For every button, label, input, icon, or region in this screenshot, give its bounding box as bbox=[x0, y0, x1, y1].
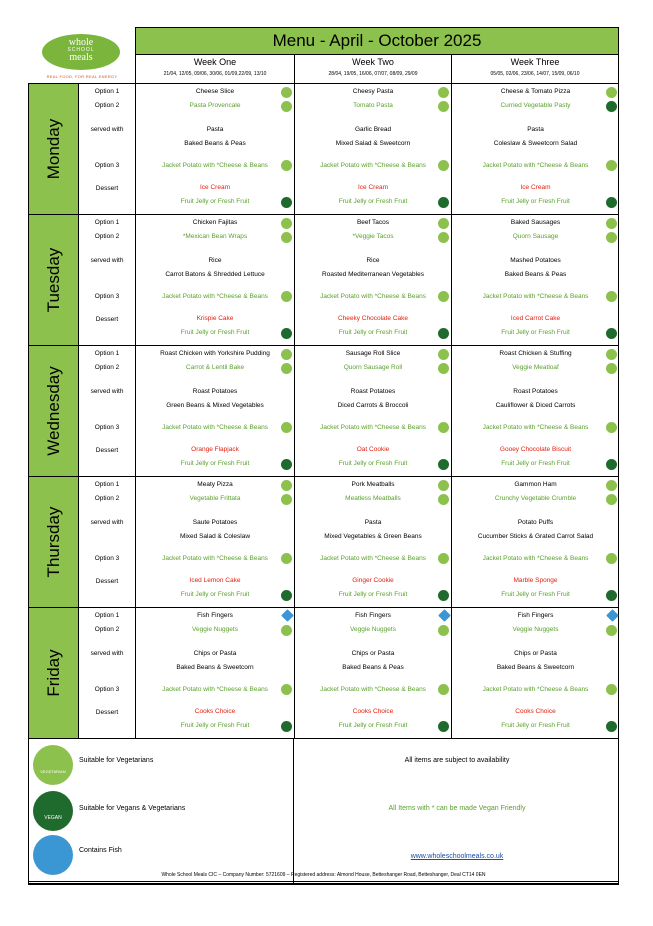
vegetarian-icon bbox=[438, 160, 449, 171]
menu-item: Beef Tacos bbox=[356, 219, 390, 226]
footer: Whole School Meals CIC – Company Number: 5721609 – Registered address: Almond House, Betteshanger Road, Betteshanger, Deal CT14 0EN bbox=[28, 870, 619, 882]
vegetarian-icon bbox=[606, 684, 617, 695]
menu-page bbox=[28, 26, 619, 882]
week-cell bbox=[451, 215, 619, 345]
menu-item: Jacket Potato with *Cheese & Beans bbox=[482, 686, 589, 693]
vegetarian-icon bbox=[606, 422, 617, 433]
menu-item: Chicken Fajitas bbox=[192, 219, 238, 226]
row-label: Option 1 bbox=[94, 612, 120, 619]
menu-item: Green Beans & Mixed Vegetables bbox=[166, 402, 264, 409]
row-label: served with bbox=[90, 126, 124, 133]
row-label: Dessert bbox=[95, 578, 119, 585]
week-cell bbox=[135, 84, 294, 214]
menu-item: Baked Sausages bbox=[510, 219, 561, 226]
diet-icon bbox=[606, 101, 617, 112]
menu-item: Veggie Nuggets bbox=[192, 626, 238, 633]
week-header bbox=[135, 55, 294, 83]
day-name: Wednesday bbox=[44, 366, 63, 456]
menu-item: Curried Vegetable Pasty bbox=[500, 102, 571, 109]
day-row bbox=[29, 346, 618, 477]
diet-icon bbox=[606, 494, 617, 505]
logo-line3: meals bbox=[69, 52, 93, 63]
legend-vegan: Suitable for Vegans & Vegetarians bbox=[79, 805, 186, 812]
vegetarian-icon bbox=[606, 553, 617, 564]
website-link[interactable]: www.wholeschoolmeals.co.uk bbox=[410, 853, 504, 860]
vegan-icon bbox=[606, 459, 617, 470]
diet-icon bbox=[606, 625, 617, 636]
row-label: Dessert bbox=[95, 709, 119, 716]
menu-item: Jacket Potato with *Cheese & Beans bbox=[162, 293, 268, 300]
menu-item: Coleslaw & Sweetcorn Salad bbox=[493, 140, 578, 147]
week-cell bbox=[451, 346, 619, 476]
diet-icon bbox=[281, 232, 292, 243]
week-dates: 28/04, 19/05, 16/06, 07/07, 08/09, 29/09 bbox=[328, 71, 418, 77]
menu-item: Vegetable Frittata bbox=[189, 495, 241, 502]
vegetarian-icon bbox=[281, 291, 292, 302]
week-cell bbox=[294, 477, 451, 607]
week-cell bbox=[294, 346, 451, 476]
week-cell bbox=[135, 215, 294, 345]
week-name: Week Three bbox=[510, 57, 560, 67]
menu-item: Jacket Potato with *Cheese & Beans bbox=[162, 424, 268, 431]
menu-item: Gooey Chocolate Biscuit bbox=[499, 446, 572, 453]
menu-item: Chips or Pasta bbox=[514, 650, 557, 657]
vegan-icon bbox=[606, 721, 617, 732]
day-row bbox=[29, 477, 618, 608]
vegetarian-icon bbox=[606, 160, 617, 171]
legend bbox=[29, 739, 618, 884]
vegan-icon bbox=[606, 197, 617, 208]
row-label: Option 3 bbox=[94, 162, 120, 169]
menu-item: Fruit Jelly or Fresh Fruit bbox=[501, 460, 570, 467]
page-title: Menu - April - October 2025 bbox=[135, 27, 619, 55]
diet-icon bbox=[438, 101, 449, 112]
menu-item: Fruit Jelly or Fresh Fruit bbox=[338, 722, 408, 729]
vegan-icon bbox=[438, 328, 449, 339]
menu-item: Jacket Potato with *Cheese & Beans bbox=[482, 162, 589, 169]
day-row bbox=[29, 608, 618, 739]
row-label: Option 1 bbox=[94, 219, 120, 226]
day-label bbox=[29, 346, 79, 476]
availability-note: All items are subject to availability bbox=[404, 757, 510, 764]
vegan-icon bbox=[281, 590, 292, 601]
vegetarian-icon bbox=[281, 349, 292, 360]
menu-item: Crunchy Vegetable Crumble bbox=[494, 495, 577, 502]
menu-item: Roasted Mediterranean Vegetables bbox=[322, 271, 424, 278]
menu-item: Jacket Potato with *Cheese & Beans bbox=[162, 686, 268, 693]
row-label: Option 2 bbox=[94, 102, 120, 109]
menu-item: Jacket Potato with *Cheese & Beans bbox=[320, 162, 426, 169]
menu-item: Rice bbox=[366, 257, 380, 264]
menu-item: Potato Puffs bbox=[517, 519, 554, 526]
menu-item: Cheese & Tomato Pizza bbox=[500, 88, 571, 95]
menu-item: Veggie Nuggets bbox=[512, 626, 559, 633]
menu-item: Meatless Meatballs bbox=[345, 495, 401, 502]
menu-item: Jacket Potato with *Cheese & Beans bbox=[482, 424, 589, 431]
menu-item: Cheese Slice bbox=[195, 88, 235, 95]
vegan-icon bbox=[281, 197, 292, 208]
menu-item: *Mexican Bean Wraps bbox=[182, 233, 248, 240]
vegan-badge-text: VEGAN bbox=[44, 815, 62, 821]
menu-item: Fruit Jelly or Fresh Fruit bbox=[180, 460, 250, 467]
menu-item: Krispie Cake bbox=[196, 315, 234, 322]
row-label: Option 3 bbox=[94, 293, 120, 300]
menu-item: Fruit Jelly or Fresh Fruit bbox=[338, 198, 408, 205]
menu-item: Orange Flapjack bbox=[191, 446, 239, 453]
row-label: Option 1 bbox=[94, 88, 120, 95]
logo-line2: SCHOOL bbox=[67, 47, 95, 53]
row-label: Dessert bbox=[95, 185, 119, 192]
vegan-icon bbox=[281, 459, 292, 470]
menu-item: Garlic Bread bbox=[354, 126, 392, 133]
row-label: Dessert bbox=[95, 447, 119, 454]
row-label: Option 3 bbox=[94, 686, 120, 693]
menu-item: Chips or Pasta bbox=[351, 650, 395, 657]
row-label: Option 1 bbox=[94, 350, 120, 357]
vegetarian-badge-text: VEGETARIAN bbox=[40, 769, 66, 774]
menu-item: Baked Beans & Sweetcorn bbox=[176, 664, 254, 671]
menu-grid bbox=[28, 83, 619, 885]
menu-item: Mixed Salad & Sweetcorn bbox=[335, 140, 411, 147]
menu-item: Mixed Salad & Coleslaw bbox=[179, 533, 251, 540]
week-name: Week One bbox=[193, 57, 237, 67]
menu-item: Jacket Potato with *Cheese & Beans bbox=[162, 162, 268, 169]
menu-item: Roast Chicken & Stuffing bbox=[499, 350, 572, 357]
menu-item: Cheesy Pasta bbox=[352, 88, 394, 95]
week-header bbox=[294, 55, 451, 83]
menu-item: Diced Carrots & Broccoli bbox=[337, 402, 409, 409]
menu-item: Fish Fingers bbox=[517, 612, 554, 619]
menu-item: Cooks Choice bbox=[194, 708, 236, 715]
diet-icon bbox=[606, 232, 617, 243]
menu-item: Jacket Potato with *Cheese & Beans bbox=[320, 293, 426, 300]
menu-item: Fruit Jelly or Fresh Fruit bbox=[180, 591, 250, 598]
row-label: Option 2 bbox=[94, 495, 120, 502]
row-label: Option 2 bbox=[94, 364, 120, 371]
day-label bbox=[29, 477, 79, 607]
menu-item: *Veggie Tacos bbox=[352, 233, 394, 240]
menu-item: Baked Beans & Peas bbox=[504, 271, 567, 278]
logo bbox=[42, 34, 120, 70]
menu-item: Sausage Roll Slice bbox=[345, 350, 401, 357]
day-label bbox=[29, 215, 79, 345]
menu-item: Pasta Provencale bbox=[189, 102, 241, 109]
vegetarian-icon bbox=[606, 349, 617, 360]
menu-item: Carrot Batons & Shredded Lettuce bbox=[165, 271, 265, 278]
menu-item: Jacket Potato with *Cheese & Beans bbox=[162, 555, 268, 562]
menu-item: Veggie Nuggets bbox=[350, 626, 396, 633]
day-label bbox=[29, 84, 79, 214]
menu-item: Fruit Jelly or Fresh Fruit bbox=[501, 591, 570, 598]
menu-item: Fruit Jelly or Fresh Fruit bbox=[180, 329, 250, 336]
vegan-icon bbox=[606, 328, 617, 339]
menu-item: Fruit Jelly or Fresh Fruit bbox=[338, 591, 408, 598]
row-label: served with bbox=[90, 257, 124, 264]
row-label: Dessert bbox=[95, 316, 119, 323]
menu-item: Cooks Choice bbox=[515, 708, 556, 715]
menu-item: Tomato Pasta bbox=[353, 102, 393, 109]
menu-item: Roast Chicken with Yorkshire Pudding bbox=[160, 350, 270, 357]
vegetarian-icon bbox=[606, 218, 617, 229]
legend-left bbox=[29, 739, 294, 883]
menu-item: Pork Meatballs bbox=[351, 481, 395, 488]
menu-item: Veggie Meatloaf bbox=[512, 364, 559, 371]
menu-item: Ice Cream bbox=[358, 184, 388, 191]
day-name: Monday bbox=[44, 118, 63, 180]
vegetarian-icon bbox=[606, 87, 617, 98]
vegetarian-icon bbox=[281, 160, 292, 171]
menu-item: Fruit Jelly or Fresh Fruit bbox=[338, 460, 408, 467]
week-cell bbox=[451, 608, 619, 738]
menu-item: Cheeky Chocolate Cake bbox=[337, 315, 409, 322]
vegetarian-icon bbox=[438, 291, 449, 302]
week-name: Week Two bbox=[352, 57, 394, 67]
vegetarian-icon bbox=[281, 218, 292, 229]
menu-item: Mashed Potatoes bbox=[510, 257, 561, 264]
menu-item: Quorn Sausage Roll bbox=[343, 364, 403, 371]
menu-item: Fruit Jelly or Fresh Fruit bbox=[501, 329, 570, 336]
vegetarian-icon bbox=[438, 87, 449, 98]
week-cell bbox=[451, 84, 619, 214]
week-dates: 05/05, 02/06, 23/06, 14/07, 15/09, 06/10 bbox=[490, 71, 580, 77]
menu-item: Pasta bbox=[527, 126, 544, 133]
week-dates: 21/04, 12/05, 09/06, 30/06, 01/09,22/09, 13/10 bbox=[163, 71, 267, 77]
legend-vegetarian: Suitable for Vegetarians bbox=[79, 757, 154, 764]
day-name: Thursday bbox=[44, 506, 63, 578]
diet-icon bbox=[438, 363, 449, 374]
vegetarian-icon bbox=[438, 218, 449, 229]
menu-item: Roast Potatoes bbox=[192, 388, 238, 395]
diet-icon bbox=[281, 363, 292, 374]
menu-item: Carrot & Lentil Bake bbox=[185, 364, 245, 371]
vegan-icon bbox=[33, 791, 73, 831]
diet-icon bbox=[606, 363, 617, 374]
row-label: Option 2 bbox=[94, 626, 120, 633]
menu-item: Baked Beans & Peas bbox=[342, 664, 404, 671]
menu-item: Jacket Potato with *Cheese & Beans bbox=[482, 555, 589, 562]
week-cell bbox=[135, 477, 294, 607]
week-cell bbox=[294, 215, 451, 345]
menu-item: Meaty Pizza bbox=[197, 481, 233, 488]
vegetarian-icon bbox=[438, 684, 449, 695]
vegan-icon bbox=[438, 721, 449, 732]
diet-icon bbox=[438, 494, 449, 505]
menu-item: Iced Carrot Cake bbox=[510, 315, 561, 322]
vegan-icon bbox=[438, 590, 449, 601]
vegan-note: All Items with * can be made Vegan Friendly bbox=[388, 805, 526, 812]
menu-item: Cucumber Sticks & Grated Carrot Salad bbox=[477, 533, 594, 540]
vegetarian-icon bbox=[606, 480, 617, 491]
vegan-icon bbox=[606, 590, 617, 601]
week-header bbox=[451, 55, 619, 83]
diet-icon bbox=[438, 232, 449, 243]
legend-fish: Contains Fish bbox=[79, 847, 122, 854]
row-label: served with bbox=[90, 388, 124, 395]
menu-item: Jacket Potato with *Cheese & Beans bbox=[320, 686, 426, 693]
menu-item: Mixed Vegetables & Green Beans bbox=[324, 533, 422, 540]
vegetarian-icon bbox=[281, 553, 292, 564]
menu-item: Jacket Potato with *Cheese & Beans bbox=[482, 293, 589, 300]
vegetarian-icon bbox=[438, 553, 449, 564]
vegetarian-icon bbox=[281, 87, 292, 98]
vegetarian-icon bbox=[281, 480, 292, 491]
menu-item: Baked Beans & Peas bbox=[184, 140, 246, 147]
menu-item: Cooks Choice bbox=[352, 708, 394, 715]
menu-item: Baked Beans & Sweetcorn bbox=[496, 664, 575, 671]
menu-item: Roast Potatoes bbox=[350, 388, 396, 395]
week-cell bbox=[294, 84, 451, 214]
vegetarian-icon bbox=[606, 291, 617, 302]
vegan-icon bbox=[281, 328, 292, 339]
menu-item: Ice Cream bbox=[200, 184, 230, 191]
menu-item: Gammon Ham bbox=[514, 481, 557, 488]
vegan-icon bbox=[281, 721, 292, 732]
menu-item: Fruit Jelly or Fresh Fruit bbox=[180, 198, 250, 205]
menu-item: Pasta bbox=[364, 519, 382, 526]
row-label: served with bbox=[90, 519, 124, 526]
day-row bbox=[29, 84, 618, 215]
menu-item: Marble Sponge bbox=[513, 577, 558, 584]
menu-item: Pasta bbox=[206, 126, 224, 133]
menu-item: Fruit Jelly or Fresh Fruit bbox=[501, 722, 570, 729]
menu-item: Ice Cream bbox=[520, 184, 551, 191]
day-label bbox=[29, 608, 79, 738]
menu-item: Jacket Potato with *Cheese & Beans bbox=[320, 555, 426, 562]
diet-icon bbox=[438, 625, 449, 636]
menu-item: Jacket Potato with *Cheese & Beans bbox=[320, 424, 426, 431]
vegetarian-icon bbox=[281, 422, 292, 433]
week-cell bbox=[451, 477, 619, 607]
week-cell bbox=[135, 608, 294, 738]
day-name: Friday bbox=[44, 649, 63, 697]
menu-item: Oat Cookie bbox=[356, 446, 390, 453]
fish-icon bbox=[33, 835, 73, 875]
vegetarian-icon bbox=[438, 480, 449, 491]
menu-item: Rice bbox=[208, 257, 222, 264]
diet-icon bbox=[281, 625, 292, 636]
menu-item: Roast Potatoes bbox=[513, 388, 558, 395]
vegan-icon bbox=[438, 459, 449, 470]
menu-item: Ginger Cookie bbox=[352, 577, 394, 584]
week-cell bbox=[135, 346, 294, 476]
vegetarian-icon bbox=[281, 684, 292, 695]
menu-item: Saute Potatoes bbox=[192, 519, 238, 526]
menu-item: Fruit Jelly or Fresh Fruit bbox=[501, 198, 570, 205]
menu-item: Fruit Jelly or Fresh Fruit bbox=[338, 329, 408, 336]
week-cell bbox=[294, 608, 451, 738]
menu-item: Fish Fingers bbox=[197, 612, 233, 619]
menu-item: Chips or Pasta bbox=[193, 650, 237, 657]
row-label: Option 1 bbox=[94, 481, 120, 488]
menu-item: Fruit Jelly or Fresh Fruit bbox=[180, 722, 250, 729]
row-label: Option 2 bbox=[94, 233, 120, 240]
vegetarian-icon bbox=[33, 745, 73, 785]
vegetarian-icon bbox=[438, 422, 449, 433]
menu-item: Fish Fingers bbox=[355, 612, 391, 619]
menu-item: Quorn Sausage bbox=[512, 233, 559, 240]
row-label: Option 3 bbox=[94, 424, 120, 431]
menu-item: Iced Lemon Cake bbox=[189, 577, 241, 584]
menu-item: Cauliflower & Diced Carrots bbox=[495, 402, 576, 409]
day-name: Tuesday bbox=[44, 247, 63, 313]
diet-icon bbox=[281, 494, 292, 505]
day-row bbox=[29, 215, 618, 346]
vegan-icon bbox=[438, 197, 449, 208]
diet-icon bbox=[281, 101, 292, 112]
vegetarian-icon bbox=[438, 349, 449, 360]
logo-tagline: REAL FOOD, FOR REAL ENERGY bbox=[46, 74, 118, 79]
row-label: served with bbox=[90, 650, 124, 657]
logo-line1: whole bbox=[68, 37, 94, 48]
row-label: Option 3 bbox=[94, 555, 120, 562]
